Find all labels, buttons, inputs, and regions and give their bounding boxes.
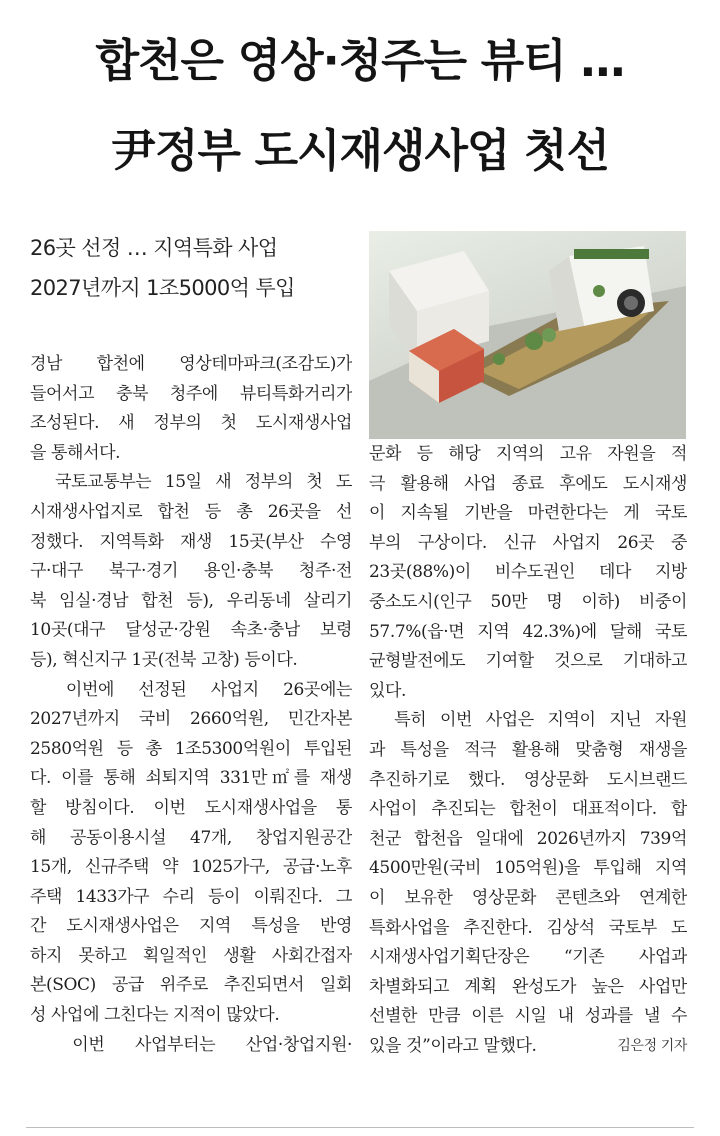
article-line: 특화사업을 추진한다. 김상석 국토부 도 — [369, 917, 687, 938]
article-line: 국토교통부는 15일 새 정부의 첫 도 — [30, 472, 352, 493]
article-column-right — [369, 440, 687, 1061]
aerial-rendering-image — [369, 231, 686, 439]
article-line: 간 도시재생사업은 지역 특성을 반영 — [30, 916, 352, 937]
article-line: 차별화되고 계획 완성도가 높은 사업만 — [369, 976, 687, 997]
article-line: 경남 합천에 영상테마파크(조감도)가 — [30, 354, 352, 374]
bottom-divider — [26, 1127, 694, 1128]
article-last-line: 있을 것”이라고 말했다. — [369, 1035, 537, 1056]
rendering-illustration — [369, 231, 686, 439]
article-line: 극 활용해 사업 종료 후에도 도시재생 — [369, 473, 687, 494]
article-line: 추진하기로 했다. 영상문화 도시브랜드 — [369, 769, 687, 790]
article-line: 선별한 만큼 이른 시일 내 성과를 낼 수 — [369, 1006, 687, 1027]
subheadline-line-2: 2027년까지 1조5000억 투입 — [30, 276, 295, 300]
article-line: 들어서고 충북 청주에 뷰티특화거리가 — [30, 383, 352, 404]
article-line: 이 보유한 영상문화 콘텐츠와 연계한 — [369, 887, 687, 908]
article-line: 2027년까지 국비 2660억원, 민간자본 — [30, 709, 352, 730]
article-line: 천군 합천읍 일대에 2026년까지 739억 — [369, 828, 687, 849]
article-line: 주택 1433가구 수리 등이 이뤄진다. 그 — [30, 886, 352, 907]
article-line: 정했다. 지역특화 재생 15곳(부산 수영 — [30, 531, 352, 552]
subheadline — [30, 228, 350, 308]
article-line: 15개, 신규주택 약 1025가구, 공급·노후 — [30, 857, 352, 878]
article-line: 조성된다. 새 정부의 첫 도시재생사업 — [30, 413, 352, 434]
article-line: 문화 등 해당 지역의 고유 자원을 적 — [369, 444, 687, 464]
article-line: 구·대구 북구·경기 용인·충북 청주·전 — [30, 561, 352, 582]
subheadline-line-1: 26곳 선정 … 지역특화 사업 — [30, 236, 278, 260]
article-line: 과 특성을 적극 활용해 맞춤형 재생을 — [369, 739, 687, 760]
article-line: 이번에 선정된 사업지 26곳에는 — [30, 679, 352, 700]
article-line: 성 사업에 그친다는 지적이 많았다. — [30, 1005, 280, 1026]
closing-line — [369, 1032, 687, 1062]
article-line: 등), 혁신지구 1곳(전북 고창) 등이다. — [30, 649, 298, 670]
article-line: 균형발전에도 기여할 것으로 기대하고 — [369, 651, 687, 672]
article-line: 10곳(대구 달성군·강원 속초·충남 보령 — [30, 620, 352, 641]
article-line: 본(SOC) 공급 위주로 추진되면서 일회 — [30, 975, 352, 996]
headline-line-2: 尹정부 도시재생사업 첫선 — [110, 124, 610, 177]
headline — [0, 16, 720, 196]
article-line: 2580억원 등 총 1조5300억원이 투입된 — [30, 738, 352, 759]
article-column-left — [30, 350, 352, 1060]
article-line: 북 임실·경남 합천 등), 우리동네 살리기 — [30, 590, 352, 611]
article-line: 중소도시(인구 50만 명 이하) 비중이 — [369, 591, 687, 612]
article-line: 사업이 추진되는 합천이 대표적이다. 합 — [369, 799, 687, 820]
article-line: 이번 사업부터는 산업·창업지원· — [30, 1034, 352, 1055]
article-line: 하지 못하고 획일적인 생활 사회간접자 — [30, 945, 352, 966]
article-line: 23곳(88%)이 비수도권인 데다 지방 — [369, 562, 687, 583]
reporter-byline: 김은정 기자 — [617, 1037, 687, 1054]
article-line: 다. 이를 통해 쇠퇴지역 331만㎡를 재생 — [30, 768, 352, 789]
article-line: 있다. — [369, 680, 407, 701]
article-line: 시재생사업기획단장은 “기존 사업과 — [369, 947, 687, 968]
article-line: 할 방침이다. 이번 도시재생사업을 통 — [30, 797, 352, 818]
headline-line-1: 합천은 영상·청주는 뷰티 … — [95, 34, 625, 87]
article-line: 해 공동이용시설 47개, 창업지원공간 — [30, 827, 352, 848]
article-line: 을 통해서다. — [30, 442, 121, 463]
article-line: 57.7%(읍·면 지역 42.3%)에 달해 국토 — [369, 621, 687, 642]
article-line: 부의 구상이다. 신규 사업지 26곳 중 — [369, 532, 687, 553]
article-line: 시재생사업지로 합천 등 총 26곳을 선 — [30, 501, 352, 522]
article-line: 특히 이번 사업은 지역이 지닌 자원 — [369, 710, 687, 731]
article-line: 이 지속될 기반을 마련한다는 게 국토 — [369, 503, 687, 524]
article-line: 4500만원(국비 105억원)을 투입해 지역 — [369, 858, 687, 879]
